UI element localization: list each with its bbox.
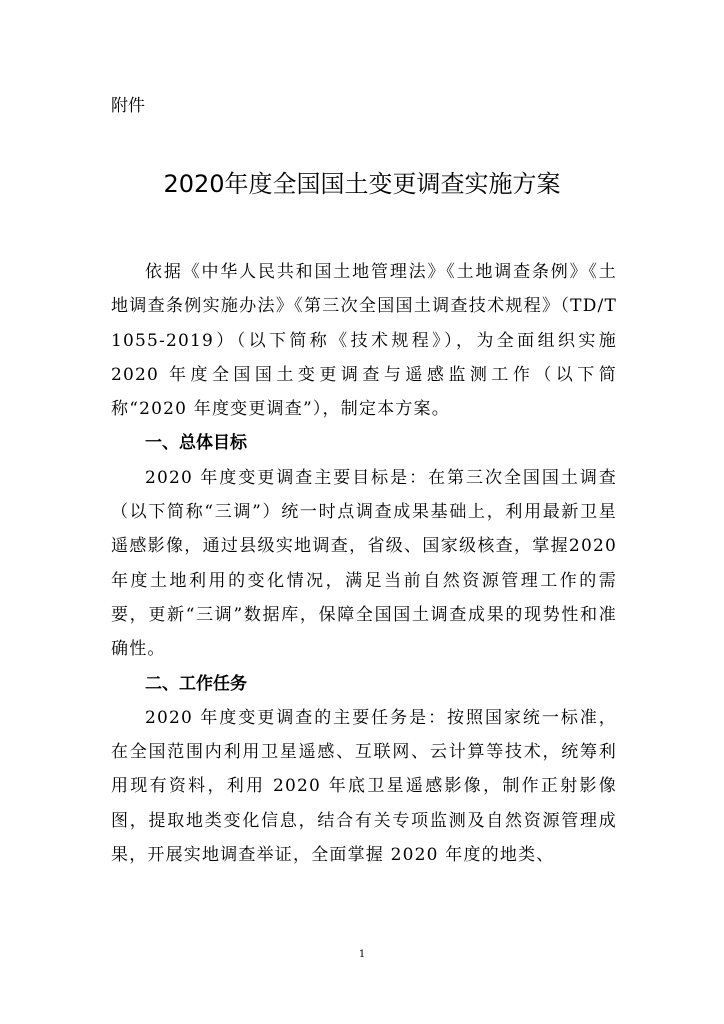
section-paragraph-goals: 2020 年度变更调查主要目标是：在第三次全国国土调查（以下简称“三调”）统一时点调查成果基础上，利用最新卫星遥感影像，通过县级实地调查，省级、国家级核查，掌握2020 年度土地利用的变化情况，满足当前自然资源管理工作的需要，更新“三调”数据库，保障全国国土调查成果的现势性和准确性。 — [111, 467, 617, 660]
page-number: 1 — [358, 949, 366, 960]
section-heading-tasks: 二、工作任务 — [145, 673, 247, 694]
attachment-label: 附件 — [111, 96, 145, 116]
section-paragraph-tasks: 2020 年度变更调查的主要任务是：按照国家统一标准，在全国范围内利用卫星遥感、互联网、云计算等技术，统筹利用现有资料，利用 2020 年底卫星遥感影像，制作正射影像图，提取地类变化信息，结合有关专项监测及自然资源管理成果，开展实地调查举证，全面掌握 2020 年度的地类、 — [111, 707, 617, 866]
document-body — [111, 255, 617, 872]
section-heading-goals: 一、总体目标 — [145, 433, 247, 454]
intro-paragraph: 依据《中华人民共和国土地管理法》《土地调查条例》《土地调查条例实施办法》《第三次全国国土调查技术规程》（TD/T 1055-2019）（以下简称《技术规程》），为全面组织实施 2020 年度全国国土变更调查与遥感监测工作（以下简称“2020 年度变更调查”），制定本方案。 — [111, 262, 617, 420]
document-title: 2020年度全国国土变更调查实施方案 — [163, 170, 561, 198]
